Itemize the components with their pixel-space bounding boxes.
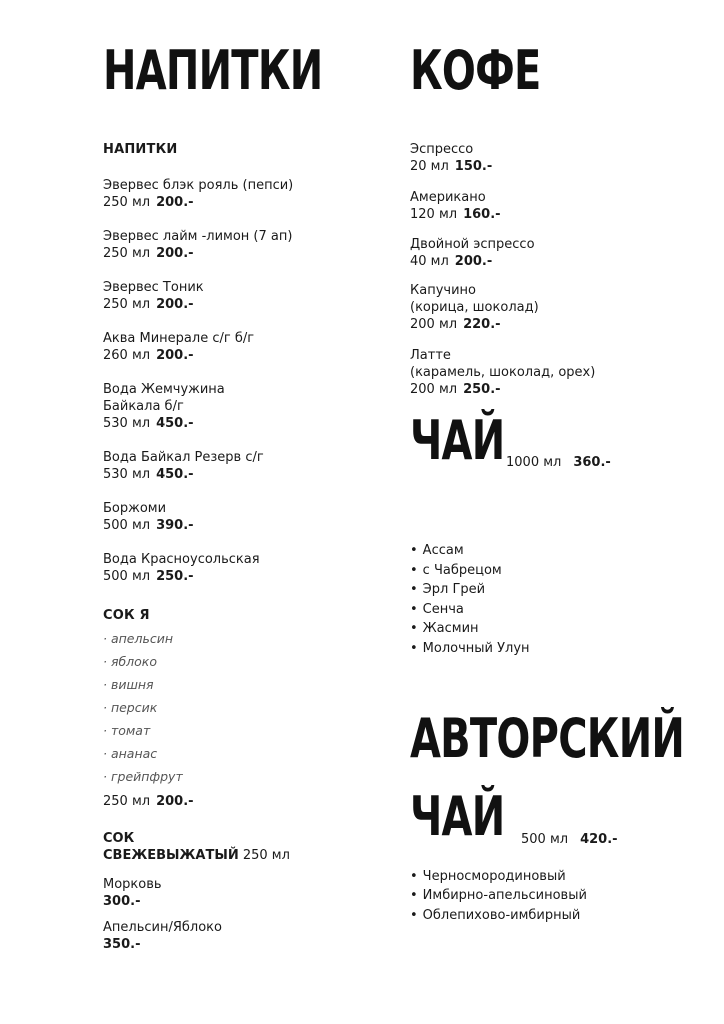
item-volume: 250 мл <box>103 195 151 210</box>
author-tea-item: • Черносмородиновый <box>410 869 566 884</box>
menu-item <box>103 330 254 364</box>
tea-item: • Жасмин <box>410 621 479 636</box>
item-name: Американо <box>410 190 486 205</box>
bullet-icon: • <box>410 908 418 923</box>
item-name: Эвервес блэк рояль (пепси) <box>103 178 294 193</box>
item-volume: 530 мл <box>103 467 151 482</box>
author-tea-heading-line2: ЧАЙ <box>410 785 505 848</box>
tea-item: • Молочный Улун <box>410 641 530 656</box>
menu-item <box>103 449 264 483</box>
menu-item <box>103 876 162 910</box>
item-name: Боржоми <box>103 501 167 516</box>
item-price: 350.- <box>103 937 141 952</box>
item-price: 200.- <box>156 348 194 363</box>
item-price: 450.- <box>156 416 194 431</box>
drinks-heading: НАПИТКИ <box>103 39 323 102</box>
fresh-heading-line2: СВЕЖЕВЫЖАТЫЙ <box>103 848 239 863</box>
item-volume: 200 мл <box>410 317 458 332</box>
item-name: Эвервес лайм -лимон (7 ап) <box>103 229 293 244</box>
item-name: Вода Красноусольская <box>103 552 260 567</box>
item-price: 300.- <box>103 894 141 909</box>
menu-item <box>410 141 492 175</box>
item-volume: 250 мл <box>103 794 151 809</box>
menu-item <box>410 189 501 223</box>
item-price: 200.- <box>156 195 194 210</box>
bullet-icon: • <box>410 641 418 656</box>
menu-item <box>103 228 292 262</box>
juice-flavor: · ананас <box>103 746 158 761</box>
item-volume: 260 мл <box>103 348 151 363</box>
item-price: 200.- <box>156 794 194 809</box>
item-name: Двойной эспрессо <box>410 237 535 252</box>
author-tea-item: • Имбирно-апельсиновый <box>410 888 587 903</box>
item-volume: 120 мл <box>410 207 458 222</box>
juice-heading: СОК Я <box>103 608 150 623</box>
item-price: 150.- <box>454 159 493 174</box>
item-name-line2: (корица, шоколад) <box>410 300 539 315</box>
item-name: Вода Жемчужина <box>103 382 225 397</box>
item-name: Морковь <box>103 877 162 892</box>
item-name: Латте <box>410 348 451 363</box>
item-volume: 500 мл <box>103 518 151 533</box>
tea-item: • Ассам <box>410 543 464 558</box>
item-price: 160.- <box>463 207 501 222</box>
item-price: 450.- <box>156 467 194 482</box>
juice-flavor: · вишня <box>103 677 154 692</box>
fresh-juice-heading <box>103 830 290 864</box>
item-volume: 500 мл <box>103 569 151 584</box>
item-name: Эспрессо <box>410 142 474 157</box>
coffee-heading: КОФЕ <box>410 39 541 102</box>
tea-item: • Сенча <box>410 602 464 617</box>
juice-flavor: · персик <box>103 700 158 715</box>
menu-item <box>103 381 225 432</box>
item-volume: 530 мл <box>103 416 151 431</box>
item-name: Аква Минерале с/г б/г <box>103 331 255 346</box>
item-name: Эвервес Тоник <box>103 280 204 295</box>
menu-item <box>103 279 204 313</box>
item-volume: 40 мл <box>410 254 449 269</box>
item-price: 200.- <box>156 246 194 261</box>
fresh-heading-line1: СОК <box>103 831 135 846</box>
tea-item: • Эрл Грей <box>410 582 486 597</box>
item-volume: 250 мл <box>103 246 151 261</box>
juice-flavor: · грейпфрут <box>103 769 183 784</box>
menu-item <box>103 177 293 211</box>
item-name-line2: (карамель, шоколад, орех) <box>410 365 596 380</box>
menu-item <box>103 551 260 585</box>
bullet-icon: • <box>410 563 418 578</box>
item-name: Капучино <box>410 283 476 298</box>
juice-flavor: · апельсин <box>103 631 173 646</box>
author-tea-heading: АВТОРСКИЙ <box>410 707 685 770</box>
tea-volume: 500 мл <box>521 832 569 847</box>
item-name: Вода Байкал Резерв с/г <box>103 450 264 465</box>
item-price: 200.- <box>454 254 493 269</box>
tea-price: 360.- <box>573 455 611 470</box>
fresh-volume: 250 мл <box>242 848 290 863</box>
item-price: 250.- <box>463 382 501 397</box>
menu-item <box>103 500 194 534</box>
author-tea-price-row <box>521 832 618 847</box>
tea-heading: ЧАЙ <box>410 409 505 472</box>
juice-price-row <box>103 793 194 810</box>
tea-price-row <box>506 455 611 470</box>
item-volume: 20 мл <box>410 159 449 174</box>
juice-flavor: · томат <box>103 723 151 738</box>
menu-item <box>410 236 535 270</box>
bullet-icon: • <box>410 602 418 617</box>
tea-volume: 1000 мл <box>506 455 562 470</box>
item-price: 220.- <box>463 317 501 332</box>
juice-flavor: · яблоко <box>103 654 158 669</box>
author-tea-item: • Облепихово-имбирный <box>410 908 581 923</box>
item-name: Апельсин/Яблоко <box>103 920 222 935</box>
menu-item <box>410 347 595 398</box>
bullet-icon: • <box>410 869 418 884</box>
bullet-icon: • <box>410 582 418 597</box>
item-price: 200.- <box>156 297 194 312</box>
tea-item: • с Чабрецом <box>410 563 502 578</box>
bullet-icon: • <box>410 621 418 636</box>
item-price: 250.- <box>156 569 194 584</box>
menu-item <box>103 919 222 953</box>
item-volume: 200 мл <box>410 382 458 397</box>
item-name-line2: Байкала б/г <box>103 399 184 414</box>
item-price: 390.- <box>156 518 194 533</box>
menu-item <box>410 282 539 333</box>
bullet-icon: • <box>410 888 418 903</box>
bullet-icon: • <box>410 543 418 558</box>
item-volume: 250 мл <box>103 297 151 312</box>
tea-price: 420.- <box>580 832 618 847</box>
drinks-subheading: НАПИТКИ <box>103 142 178 157</box>
